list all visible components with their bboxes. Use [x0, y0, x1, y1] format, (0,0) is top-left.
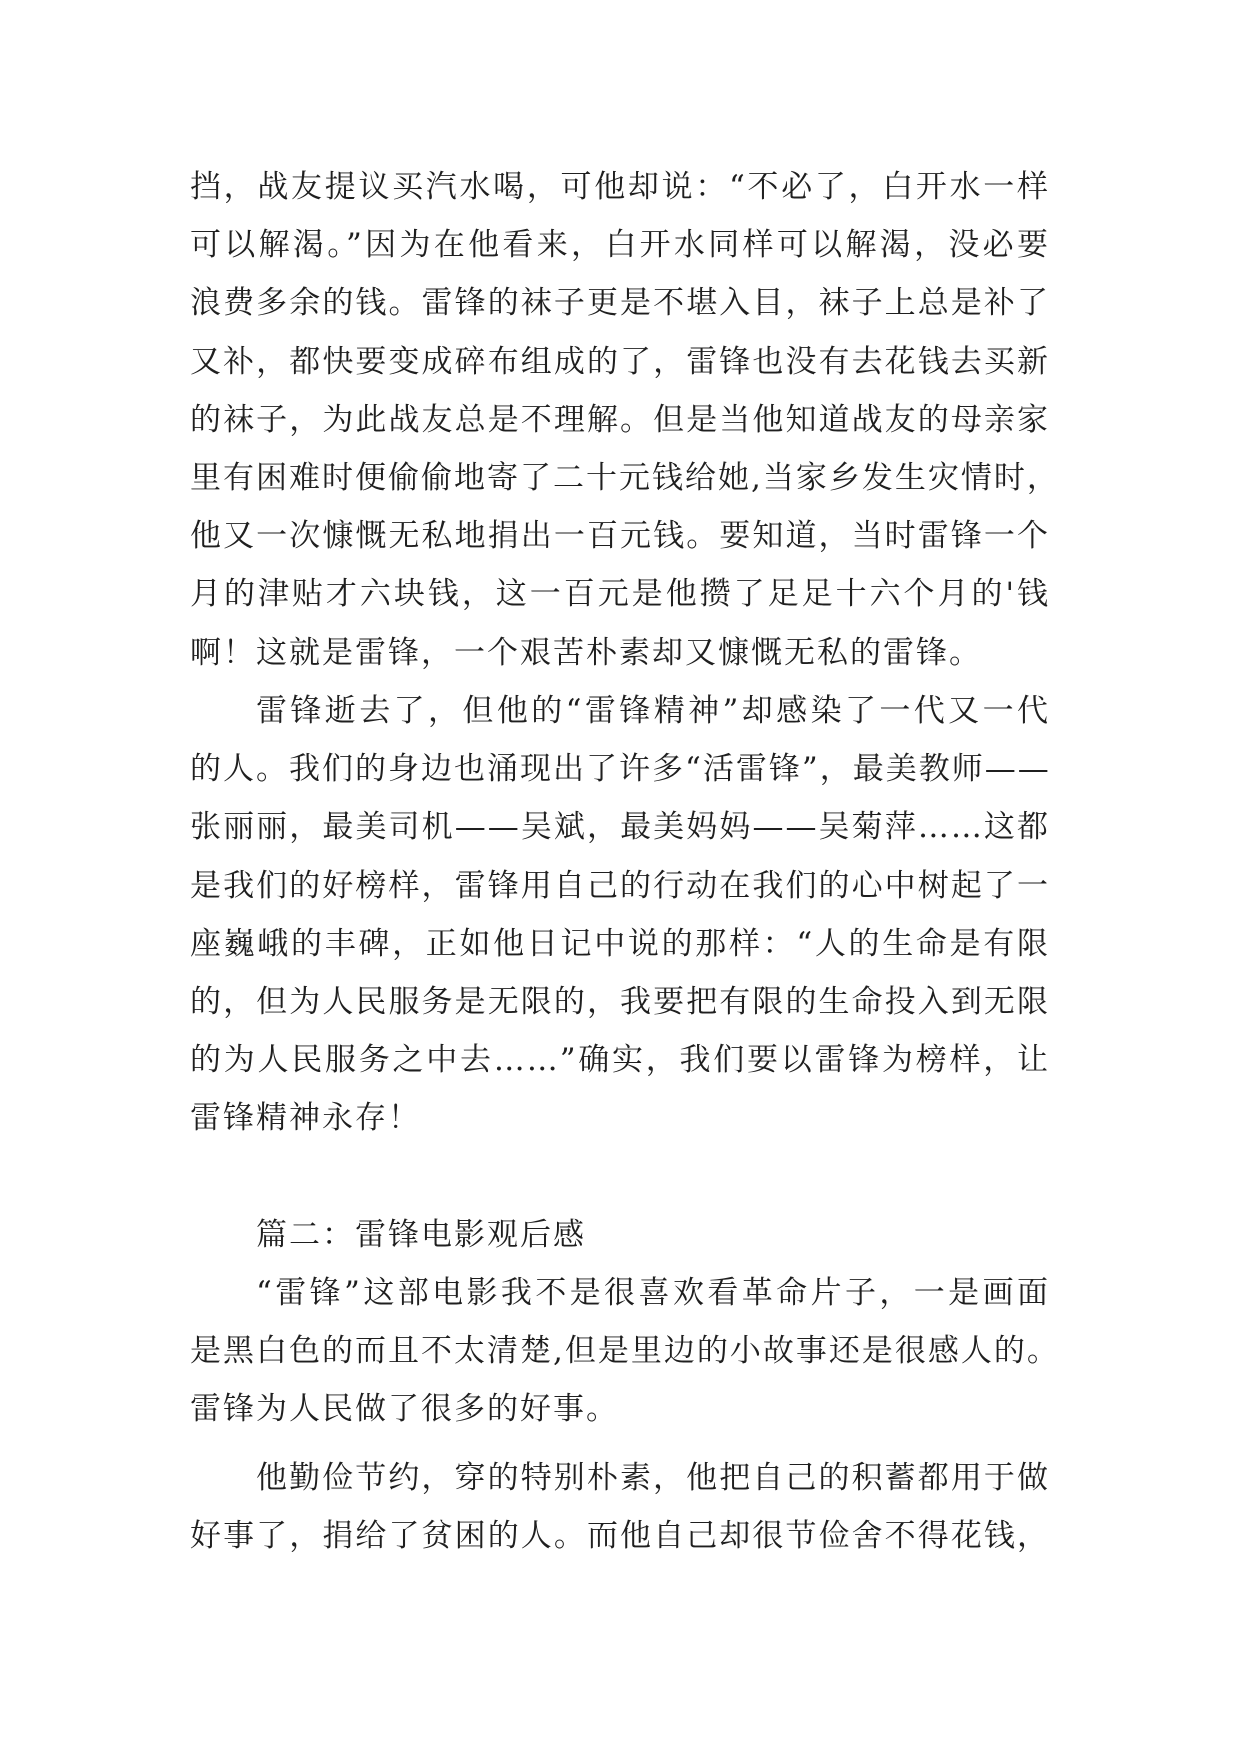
text-line: 的为人民服务之中去……”确实，我们要以雷锋为榜样，让: [190, 1042, 1050, 1079]
paragraph-continuation: [190, 158, 1060, 682]
text-line: 好事了，捐给了贫困的人。而他自己却很节俭舍不得花钱，: [190, 1518, 1050, 1555]
text-line: 的人。我们的身边也涌现出了许多“活雷锋”，最美教师——: [190, 751, 1051, 788]
text-line: 挡，战友提议买汽水喝，可他却说：“不必了，白开水一样: [190, 169, 1050, 205]
section-heading: 篇二：雷锋电影观后感: [256, 1217, 586, 1253]
text-line: 又补，都快要变成碎布组成的了，雷锋也没有去花钱去买新: [190, 343, 1050, 380]
text-line: 的，但为人民服务是无限的，我要把有限的生命投入到无限: [190, 983, 1050, 1020]
text-line: 座巍峨的丰碑，正如他日记中说的那样：“人的生命是有限: [190, 925, 1050, 962]
text-line: 是我们的好榜样，雷锋用自己的行动在我们的心中树起了一: [190, 867, 1050, 904]
text-line: 雷锋精神永存！: [190, 1100, 421, 1137]
paragraph-lei-feng-spirit: [190, 682, 1050, 1148]
text-line: 张丽丽，最美司机——吴斌，最美妈妈——吴菊萍……这都: [190, 809, 1050, 846]
text-line: 浪费多余的钱。雷锋的袜子更是不堪入目，袜子上总是补了: [190, 285, 1050, 322]
text-line: 的袜子，为此战友总是不理解。但是当他知道战友的母亲家: [190, 401, 1050, 438]
text-line: 啊！这就是雷锋，一个艰苦朴素却又慷慨无私的雷锋。: [190, 634, 982, 671]
text-line: 是黑白色的而且不太清楚,但是里边的小故事还是很感人的。: [190, 1333, 1060, 1370]
text-line: 里有困难时便偷偷地寄了二十元钱给她,当家乡发生灾情时，: [190, 459, 1060, 496]
paragraph-movie-intro: [190, 1264, 1060, 1439]
text-line: 雷锋为人民做了很多的好事。: [190, 1391, 619, 1428]
text-line: 可以解渴。”因为在他看来，白开水同样可以解渴，没必要: [190, 227, 1050, 264]
text-line: 他又一次慷慨无私地捐出一百元钱。要知道，当时雷锋一个: [190, 518, 1050, 555]
text-line: “雷锋”这部电影我不是很喜欢看革命片子，一是画面: [256, 1275, 1050, 1311]
text-line: 月的津贴才六块钱，这一百元是他攒了足足十六个月的'钱: [190, 576, 1050, 613]
paragraph-frugality: [190, 1449, 1050, 1565]
text-line: 他勤俭节约，穿的特别朴素，他把自己的积蓄都用于做: [256, 1460, 1050, 1496]
text-line: 雷锋逝去了，但他的“雷锋精神”却感染了一代又一代: [256, 693, 1050, 729]
